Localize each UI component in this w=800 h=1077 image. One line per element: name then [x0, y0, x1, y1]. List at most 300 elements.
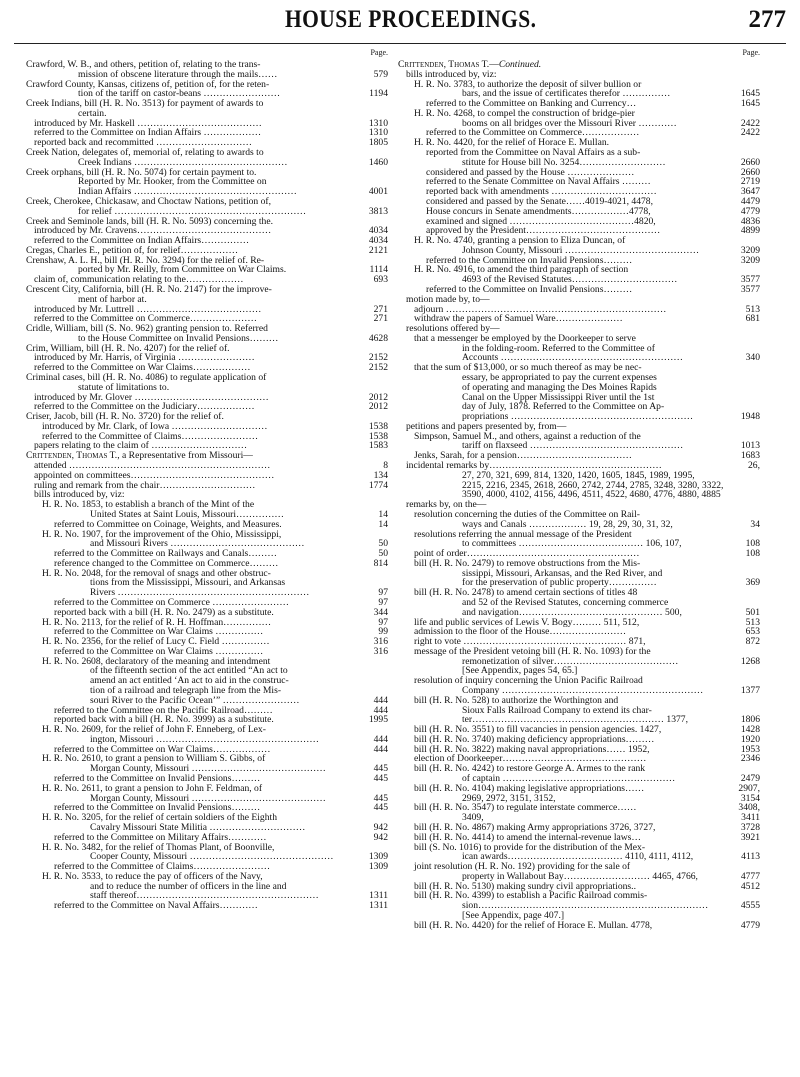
entry-text: essary, be appropriated to pay the current expenses — [462, 373, 657, 383]
entry-text: referred to the Committee on Railways and Canals……… — [54, 549, 277, 559]
entry-text: bills introduced by, viz: — [34, 490, 125, 501]
entry-page-ref: 1953 — [740, 743, 760, 755]
index-entry — [398, 402, 760, 412]
index-entry — [26, 471, 388, 481]
entry-text: H. R. No. 2610, to grant a pension to William S. Gibbs, of — [42, 754, 266, 765]
entry-page-ref: 3813 — [368, 205, 388, 217]
index-entry — [398, 735, 760, 745]
index-entry — [398, 334, 760, 344]
entry-page-ref: 1805 — [368, 137, 388, 149]
entry-page-ref: 942 — [373, 821, 388, 833]
entry-page-ref: 1583 — [368, 440, 388, 452]
index-entry — [26, 412, 388, 422]
index-entry — [398, 696, 760, 706]
index-entry — [398, 432, 760, 442]
entry-text: to the House Committee on Invalid Pensions……… — [78, 333, 279, 344]
page-column-label: Page. — [742, 48, 760, 57]
entry-text: referred to the Committee on Commerce………………… — [34, 314, 257, 325]
entry-page-ref: 2152 — [368, 352, 388, 364]
entry-text: H. R. No. 4268, to compel the construction of bridge-pier — [414, 108, 635, 119]
index-entry — [26, 852, 388, 862]
index-entry — [398, 715, 760, 725]
entry-page-ref: 4034 — [368, 225, 388, 237]
index-entry — [398, 754, 760, 764]
entry-text: resolutions referring the annual message of the President — [414, 529, 632, 540]
entry-text: Creek, Cherokee, Chickasaw, and Choctaw Nations, petition of, — [26, 196, 272, 207]
entry-text: incidental remarks by……………………………………………… — [406, 461, 662, 471]
index-entry — [26, 530, 388, 540]
index-entry — [26, 373, 388, 383]
index-entry — [398, 246, 760, 256]
entry-text: House concurs in Senate amendments………………4778, — [426, 206, 651, 217]
entry-text: resolution concerning the duties of the Committee on Rail- — [414, 509, 640, 520]
entry-text: bill (S. No. 1016) to provide for the distribution of the Mex- — [414, 842, 646, 853]
entry-text: bills introduced by, viz: — [406, 69, 497, 80]
index-entry — [26, 70, 388, 80]
entry-text: bill (H. R. No. 5130) making sundry civil appropriations.. — [414, 881, 636, 892]
entry-page-ref: 26, — [748, 460, 760, 472]
index-entry — [26, 461, 388, 471]
index-entry — [26, 500, 388, 510]
entry-text: Cregas, Charles E., petition of, for relief……………… — [26, 245, 239, 256]
index-entry — [398, 500, 760, 510]
entry-page-ref: 579 — [373, 68, 388, 80]
entry-text: referred to the Committee on War Claims …………… — [54, 646, 264, 657]
entry-text: 3590, 4000, 4102, 4156, 4496, 4511, 4522, 4680, 4776, 4880, 4885 — [462, 490, 721, 501]
entry-text: that a messenger be employed by the Doorkeeper to serve — [414, 333, 636, 344]
entry-page-ref: 1774 — [368, 479, 388, 491]
entry-page-ref: 2907, — [738, 782, 760, 794]
entry-text: for the preservation of public property…………… — [462, 578, 657, 589]
entry-page-ref: 4836 — [740, 215, 760, 227]
entry-text: H. R. No. 4740, granting a pension to Eliza Duncan, of — [414, 236, 626, 246]
entry-text: and to reduce the number of officers in the line and — [90, 881, 287, 892]
entry-page-ref: 1806 — [740, 714, 760, 726]
entry-text: bill (H. R. No. 3740) making deficiency appropriations……… — [414, 734, 655, 745]
entry-text: referred to the Committee on War Claims……………… — [34, 363, 251, 373]
index-entry — [398, 148, 760, 158]
index-entry — [26, 324, 388, 334]
entry-page-ref: 4479 — [740, 195, 760, 207]
index-entry — [398, 441, 760, 451]
entry-text: stitute for House bill No. 3254……………………… — [462, 157, 666, 168]
entry-page-ref: 99 — [378, 626, 388, 638]
entry-text: H. R. No. 2113, for the relief of R. H. Hoffman…………… — [42, 617, 272, 628]
index-entry — [26, 490, 388, 500]
index-entry — [26, 246, 388, 256]
index-entry — [398, 226, 760, 236]
index-entry — [26, 353, 388, 363]
entry-text: introduced by Mr. Cravens…………………………………… — [34, 226, 272, 237]
index-entry — [398, 686, 760, 696]
index-entry — [26, 80, 388, 90]
index-entry — [398, 99, 760, 109]
entry-text: referred to the Committee of Claims…………………… — [42, 431, 259, 442]
entry-page-ref: 1309 — [368, 861, 388, 873]
index-entry — [26, 891, 388, 901]
index-entry — [26, 236, 388, 246]
entry-text: Canal on the Upper Mississippi River until the 1st — [462, 392, 655, 403]
entry-page-ref: 97 — [378, 616, 388, 628]
entry-text: H. R. No. 2356, for the relief of Lucy C. Field …………… — [42, 637, 270, 647]
entry-text: amend an act entitled ‘An act to aid in the construc- — [90, 676, 289, 686]
entry-text: in the folding-room. Referred to the Committee of — [462, 343, 655, 354]
entry-text: H. R. No. 2608, declaratory of the meaning and intendment — [42, 656, 271, 667]
index-entry — [26, 109, 388, 119]
index-entry — [26, 383, 388, 393]
entry-page-ref: 14 — [378, 518, 388, 530]
index-entry — [398, 647, 760, 657]
index-entry — [398, 676, 760, 686]
entry-text: Cavalry Missouri State Militia ………………………… — [90, 822, 306, 833]
entry-text: bill (H. R. No. 3551) to fill vacancies in pension agencies. 1427, — [414, 725, 662, 735]
index-entry — [26, 422, 388, 432]
index-entry — [398, 393, 760, 403]
entry-text: Sioux Falls Railroad Company to extend its char- — [462, 705, 652, 716]
entry-text: ported by Mr. Reilly, from Committee on War Claims. — [78, 265, 287, 276]
index-entry — [26, 432, 388, 442]
index-entry — [398, 324, 760, 334]
entry-text: bill (H. R. No. 4414) to amend the internal-revenue laws… — [414, 832, 641, 843]
index-entry — [26, 657, 388, 667]
entry-text: remarks by, on the— — [406, 500, 487, 510]
entry-page-ref: 2121 — [368, 244, 388, 256]
entry-text: introduced by Mr. Glover …………………………………… — [34, 392, 269, 403]
index-entry — [398, 539, 760, 549]
entry-page-ref: 1310 — [368, 127, 388, 139]
index-entry — [398, 578, 760, 588]
page-title: HOUSE PROCEEDINGS. — [285, 6, 537, 33]
entry-page-ref: 4555 — [740, 900, 760, 912]
index-entry — [398, 823, 760, 833]
index-entry — [26, 226, 388, 236]
index-entry — [398, 569, 760, 579]
index-entry — [26, 441, 388, 451]
index-entry — [26, 344, 388, 354]
index-entry — [398, 256, 760, 266]
entry-text: Creek and Seminole lands, bill (H. R. No. 5093) concerning the. — [26, 216, 273, 227]
entry-text: reference changed to the Committee on Commerce……… — [54, 558, 279, 569]
index-entry — [26, 197, 388, 207]
index-entry — [398, 314, 760, 324]
entry-text: Crawford County, Kansas, citizens of, petition of, for the reten- — [26, 79, 270, 90]
index-entry — [398, 128, 760, 138]
entry-text: referred to the Committee on Invalid Pensions……… — [54, 803, 261, 814]
index-entry — [26, 764, 388, 774]
entry-page-ref: 108 — [745, 538, 760, 550]
index-entry — [398, 285, 760, 295]
entry-text: and 52 of the Revised Statutes, concerning commerce — [462, 597, 669, 608]
entry-page-ref: 134 — [373, 469, 388, 481]
entry-page-ref: 501 — [745, 606, 760, 618]
entry-page-ref: 4779 — [740, 205, 760, 217]
entry-text: Crenshaw, A. L. H., bill (H. R. No. 3294) for the relief of. Re- — [26, 255, 265, 266]
entry-text: Crawford, W. B., and others, petition of, relating to the trans- — [26, 60, 261, 70]
entry-page-ref: 8 — [383, 460, 388, 472]
index-entry — [26, 295, 388, 305]
entry-page-ref: 340 — [745, 352, 760, 364]
index-entry — [398, 168, 760, 178]
entry-text: H. R. No. 3783, to authorize the deposit of silver bullion or — [414, 79, 642, 90]
index-entry — [398, 510, 760, 520]
entry-text: considered and passed by the Senate……4019-4021, 4478, — [426, 196, 654, 207]
index-entry — [26, 275, 388, 285]
index-entry — [398, 911, 760, 921]
entry-text: of captain ……………………………………………… — [462, 774, 676, 784]
entry-page-ref: 2660 — [740, 156, 760, 168]
index-entry — [398, 725, 760, 735]
index-entry — [26, 686, 388, 696]
entry-text: ican awards……………………………… 4110, 4111, 4112, — [462, 852, 694, 863]
index-entry — [398, 89, 760, 99]
index-entry — [26, 187, 388, 197]
entry-text: bill (H. R. No. 4420) for the relief of Horace E. Mullan. 4778, — [414, 920, 653, 931]
index-entry — [26, 706, 388, 716]
entry-text: introduced by Mr. Harris, of Virginia …………………… — [34, 353, 255, 364]
index-entry — [398, 373, 760, 383]
entry-page-ref: 444 — [373, 694, 388, 706]
entry-text: tions from the Mississippi, Missouri, and Arkansas — [90, 578, 286, 589]
entry-text: H. R. No. 2611, to grant a pension to John F. Feldman, of — [42, 783, 263, 794]
index-entry — [26, 901, 388, 911]
index-entry — [398, 764, 760, 774]
index-entry — [398, 305, 760, 315]
entry-text: referred to the Committee on Naval Affairs………… — [54, 901, 258, 911]
entry-page-ref: 4628 — [368, 332, 388, 344]
index-entry — [398, 109, 760, 119]
entry-text: referred to Committee on Coinage, Weights, and Measures. — [54, 519, 282, 530]
entry-page-ref: 4001 — [368, 186, 388, 198]
index-entry — [398, 471, 760, 481]
index-entry — [26, 363, 388, 373]
entry-page-ref: 369 — [745, 577, 760, 589]
entry-page-ref: 1268 — [740, 655, 760, 667]
entry-page-ref: 872 — [745, 636, 760, 648]
entry-page-ref: 444 — [373, 743, 388, 755]
index-entry — [26, 882, 388, 892]
entry-page-ref: 97 — [378, 596, 388, 608]
entry-page-ref: 1995 — [368, 714, 388, 726]
entry-text: Reported by Mr. Hooker, from the Committee on — [78, 177, 267, 188]
index-entry — [398, 774, 760, 784]
index-entry — [398, 794, 760, 804]
index-entry — [398, 833, 760, 843]
entry-text: statute of limitations to. — [78, 382, 170, 393]
entry-text: Simpson, Samuel M., and others, against a reduction of the — [414, 431, 641, 442]
entry-text: bill (H. R. No. 2478) to amend certain sections of titles 48 — [414, 588, 638, 598]
entry-text: day of July, 1878. Referred to the Committee on Ap- — [462, 402, 665, 413]
entry-text: referred to the Committee on Banking and Currency… — [426, 99, 637, 109]
entry-text: referred to the Committee on Commerce……………… — [426, 128, 640, 139]
entry-page-ref: 444 — [373, 704, 388, 716]
entry-page-ref: 4779 — [740, 919, 760, 931]
entry-text: of the fifteenth section of the act entitled “An act to — [90, 666, 288, 677]
entry-text: H. R. No. 3533, to reduce the pay of officers of the Navy, — [42, 871, 263, 882]
entry-page-ref: 34 — [750, 518, 760, 530]
entry-text: Crittenden, Thomas T.—Continued. — [398, 60, 542, 70]
index-entry — [398, 197, 760, 207]
index-entry — [26, 207, 388, 217]
index-entry — [26, 794, 388, 804]
entry-text: 4693 of the Revised Statutes…………………………… — [462, 275, 678, 285]
entry-text: mission of obscene literature through the mails…… — [78, 69, 278, 80]
index-entry — [398, 451, 760, 461]
entry-text: ington, Missouri …………………………………………… — [90, 734, 319, 745]
entry-text: joint resolution (H. R. No. 192) providing for the sale of — [414, 862, 631, 872]
entry-text: referred to the Committee on Indian Affairs ……………… — [34, 128, 262, 139]
index-column-right — [398, 48, 760, 1070]
entry-text: reported back and recommitted ………………………… — [34, 138, 252, 149]
entry-text: introduced by Mr. Clark, of Iowa ………………………… — [42, 421, 268, 432]
entry-text: message of the President vetoing bill (H. R. No. 1093) for the — [414, 646, 651, 657]
entry-page-ref: 2660 — [740, 166, 760, 178]
index-entry — [26, 393, 388, 403]
index-entry — [398, 490, 760, 500]
entry-text: Crim, William, bill (H. R. No. 4207) for the relief of. — [26, 343, 230, 354]
entry-text: petitions and papers presented by, from— — [406, 421, 567, 432]
entry-text: Cridle, William, bill (S. No. 962) granting pension to. Referred — [26, 324, 268, 334]
entry-text: referred to the Committee on Military Affairs………… — [54, 832, 267, 843]
entry-text: bars, and the issue of certificates therefor …………… — [462, 89, 671, 100]
index-entry — [26, 774, 388, 784]
index-entry — [26, 823, 388, 833]
entry-text: property in Wallabout Bay……………………… 4465, 4766, — [462, 871, 698, 882]
entry-text: adjourn …………………………………………………………… — [414, 304, 667, 315]
index-entry — [398, 275, 760, 285]
index-entry — [398, 138, 760, 148]
entry-text: Rivers …………………………………………………… — [90, 588, 310, 598]
index-entry — [26, 735, 388, 745]
entry-text: election of Doorkeeper……………………………………… — [414, 754, 647, 765]
index-entry — [26, 168, 388, 178]
entry-text: H. R. No. 4420, for the relief of Horace E. Mullan. — [414, 138, 610, 149]
entry-text: Crittenden, Thomas T., a Representative from Missouri— — [26, 451, 253, 462]
entry-text: for relief …………………………………………………… — [78, 206, 307, 217]
entry-page-ref: 316 — [373, 636, 388, 648]
entry-page-ref: 942 — [373, 831, 388, 843]
entry-text: 3409, — [462, 813, 484, 823]
entry-page-ref: 3647 — [740, 186, 760, 198]
index-entry — [26, 158, 388, 168]
index-entry — [398, 481, 760, 491]
index-entry — [26, 754, 388, 764]
index-entry — [398, 119, 760, 129]
entry-page-ref: 1645 — [740, 98, 760, 110]
entry-page-ref: 316 — [373, 645, 388, 657]
index-entry — [26, 402, 388, 412]
entry-text: claim of, communication relating to the……………… — [34, 275, 244, 285]
entry-page-ref: 3408, — [738, 802, 760, 814]
index-entry — [398, 353, 760, 363]
index-entry — [26, 813, 388, 823]
entry-text: tion of the tariff on castor-beans …………………… — [78, 89, 281, 100]
entry-text: admission to the floor of the House…………………… — [414, 627, 627, 638]
index-entry — [398, 383, 760, 393]
entry-text: referred to the Committee on Commerce …………………… — [54, 597, 289, 608]
entry-page-ref: 4899 — [740, 225, 760, 237]
entry-text: right to vote …………………………………………… 871, — [414, 637, 646, 647]
index-entry — [26, 510, 388, 520]
index-entry — [398, 598, 760, 608]
entry-text: reported back with a bill (H. R. No. 3999) as a substitute. — [54, 715, 274, 726]
entry-text: considered and passed by the House ………………… — [426, 167, 635, 178]
index-entry — [26, 539, 388, 549]
entry-text: certain. — [78, 108, 107, 119]
index-entry — [26, 666, 388, 676]
entry-text: and navigation……………………………………… 500, — [462, 607, 682, 618]
entry-text: of operating and managing the Des Moines Rapids — [462, 382, 657, 393]
index-entry — [398, 207, 760, 217]
page-number: 277 — [748, 6, 786, 33]
entry-text: introduced by Mr. Luttrell ………………………………… — [34, 304, 262, 315]
index-entry — [398, 852, 760, 862]
entry-page-ref: 2012 — [368, 401, 388, 413]
index-entry — [26, 177, 388, 187]
index-entry — [26, 637, 388, 647]
entry-page-ref: 513 — [745, 616, 760, 628]
entry-text: to committees ………………………………… 106, 107, — [462, 539, 682, 550]
entry-page-ref: 271 — [373, 313, 388, 325]
entry-text: referred to the Committee on the Judiciary……………… — [34, 402, 255, 413]
entry-page-ref: 14 — [378, 508, 388, 520]
index-entry — [398, 295, 760, 305]
entry-text: staff thereof………………………………………………… — [90, 891, 319, 902]
entry-page-ref: 3209 — [740, 254, 760, 266]
entry-page-ref: 3577 — [740, 274, 760, 286]
entry-page-ref: 693 — [373, 274, 388, 286]
entry-page-ref: 1309 — [368, 851, 388, 863]
entry-text: bill (H. R. No. 4104) making legislative appropriations…… — [414, 783, 645, 794]
index-entry — [398, 520, 760, 530]
entry-page-ref: 445 — [373, 773, 388, 785]
entry-text: H. R. No. 1907, for the improvement of the Ohio, Mississippi, — [42, 529, 282, 540]
entry-text: reported back with amendments …………………………… — [426, 187, 657, 197]
entry-text: resolutions offered by— — [406, 324, 500, 334]
index-entry — [26, 481, 388, 491]
entry-text: bill (H. R. No. 4242) to restore George A. Armes to the rank — [414, 764, 646, 775]
entry-page-ref: 1683 — [740, 450, 760, 462]
index-entry — [26, 862, 388, 872]
entry-text: ruling and remark from the chair………………………… — [34, 480, 256, 491]
index-entry — [398, 412, 760, 422]
index-entry — [26, 833, 388, 843]
index-entry — [26, 99, 388, 109]
entry-text: [See Appendix, pages 54, 65.] — [462, 666, 578, 677]
entry-page-ref: 97 — [378, 587, 388, 599]
entry-page-ref: 3209 — [740, 244, 760, 256]
entry-page-ref: 4113 — [741, 851, 760, 863]
page-header — [22, 6, 786, 36]
index-entry — [26, 128, 388, 138]
index-entry — [398, 158, 760, 168]
entry-text: reported back with a bill (H. R. No. 2479) as a substitute. — [54, 607, 274, 618]
index-entry — [398, 813, 760, 823]
entry-page-ref: 1311 — [369, 890, 388, 902]
index-entry — [398, 891, 760, 901]
index-entry — [26, 89, 388, 99]
entry-text: referred to the Committee on War Claims……………… — [54, 744, 271, 755]
entry-text: referred to the Committee on Invalid Pensions……… — [426, 284, 633, 295]
index-entry — [26, 725, 388, 735]
entry-page-ref: 2719 — [740, 176, 760, 188]
entry-text: and Missouri Rivers …………………………………… — [90, 539, 305, 550]
index-entry — [398, 344, 760, 354]
index-entry — [26, 549, 388, 559]
entry-text: propriations ………………………………………………… — [462, 412, 694, 422]
entry-page-ref: 1920 — [740, 733, 760, 745]
entry-text: 2215, 2216, 2345, 2618, 2660, 2742, 2744, 2785, 3248, 3280, 3322, — [462, 480, 724, 491]
entry-text: withdraw the papers of Samuel Ware………………… — [414, 314, 623, 325]
